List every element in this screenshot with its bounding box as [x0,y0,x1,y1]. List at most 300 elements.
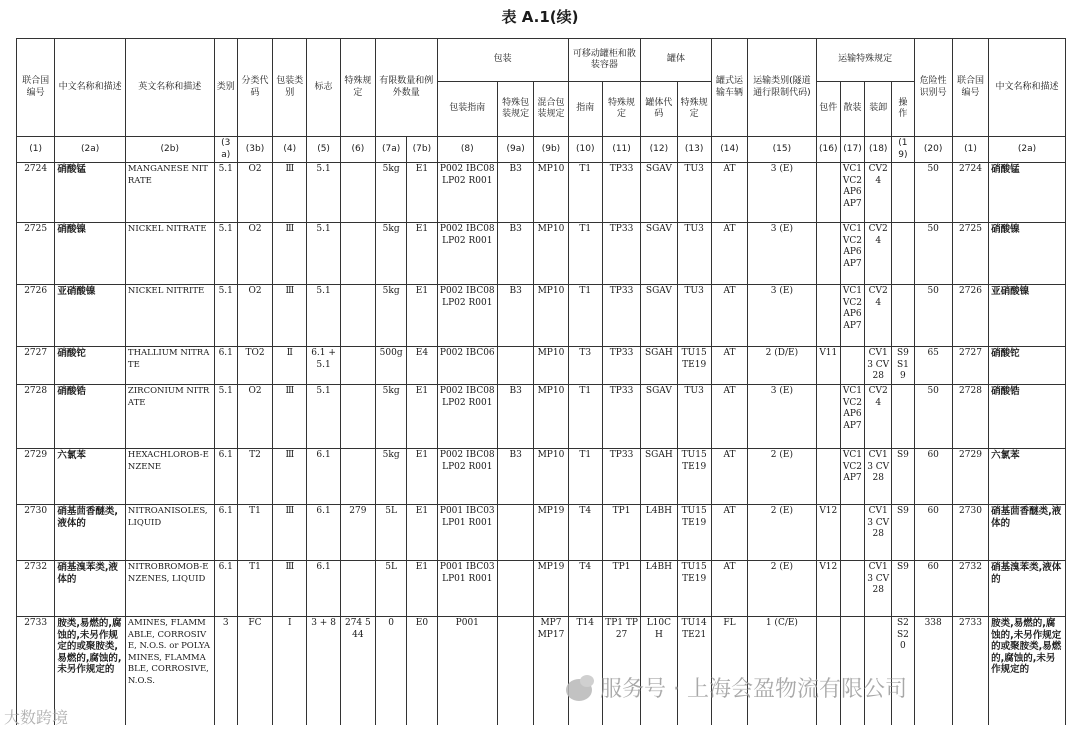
table-cell [340,449,375,505]
table-cell [816,223,840,285]
table-cell: Ⅲ [273,561,307,617]
table-cell: 5.1 [214,163,237,223]
table-cell: MP10 [534,223,568,285]
table-cell: 5kg [376,285,407,347]
table-cell [816,163,840,223]
table-cell: AT [711,505,747,561]
table-cell: MP10 [534,385,568,449]
column-number: (17) [840,137,864,163]
table-cell: S2 S20 [892,617,914,725]
table-cell: T4 [568,505,602,561]
table-cell: SGAH [641,449,677,505]
table-cell: P002 IBC08 LP02 R001 [437,449,498,505]
table-title: 表 A.1(续) [501,8,579,26]
table-cell: 2725 [17,223,55,285]
column-number: (13) [677,137,711,163]
table-cell: NITROANISOLES, LIQUID [125,505,214,561]
table-cell: 1 (C/E) [748,617,817,725]
table-cell: 5.1 [214,285,237,347]
table-cell: 6.1 [307,449,340,505]
column-number: (1) [17,137,55,163]
table-cell: T2 [237,449,272,505]
table-cell: T1 [568,163,602,223]
table-cell: TU15 TE19 [677,561,711,617]
table-cell: 硝酸镍 [55,223,126,285]
table-cell: 2724 [952,163,988,223]
table-cell: 6.1 [214,347,237,385]
table-cell: FL [711,617,747,725]
table-cell: 65 [914,347,952,385]
hdr-sp: 特殊规定 [340,39,375,137]
table-cell: 5L [376,561,407,617]
table-cell: 5.1 [214,385,237,449]
table-cell: 0 [376,617,407,725]
table-cell: CV24 [865,385,892,449]
table-row [17,385,1066,449]
column-number: (14) [711,137,747,163]
hdr-tspec: 特殊规定 [677,82,711,137]
table-cell: TP33 [602,285,640,347]
table-cell [892,163,914,223]
table-cell [840,505,864,561]
table-cell: 279 [340,505,375,561]
table-cell: T1 [568,449,602,505]
table-cell: CV24 [865,163,892,223]
table-cell: I [273,617,307,725]
table-cell: P001 IBC03 LP01 R001 [437,505,498,561]
column-number: (1) [952,137,988,163]
column-number: (20) [914,137,952,163]
hdr-hin: 危险性识别号 [914,39,952,137]
table-cell: Ⅲ [273,223,307,285]
table-row [17,223,1066,285]
table-cell [816,285,840,347]
table-cell: AT [711,347,747,385]
table-cell: O2 [237,385,272,449]
hdr-spp: 特殊包装规定 [498,82,534,137]
table-cell: P002 IBC06 [437,347,498,385]
table-cell: TU14 TE21 [677,617,711,725]
table-cell: VC1 VC2 AP6 AP7 [840,223,864,285]
hdr-tguide: 指南 [568,82,602,137]
table-cell: TP33 [602,385,640,449]
table-cell: 50 [914,285,952,347]
hdr-pack: 包装 [437,39,568,82]
table-cell: T4 [568,561,602,617]
table-cell: 3 + 8 [307,617,340,725]
table-cell: Ⅱ [273,347,307,385]
table-cell [865,617,892,725]
table-cell: 2 (E) [748,505,817,561]
table-cell: AT [711,223,747,285]
table-cell: HEXACHLOROB-ENZENE [125,449,214,505]
table-cell: TU15 TE19 [677,505,711,561]
table-cell: 5kg [376,385,407,449]
table-cell: AT [711,163,747,223]
table-cell: 5kg [376,163,407,223]
table-cell: CV13 CV28 [865,347,892,385]
hdr-mp: 混合包装规定 [534,82,568,137]
hdr-category: 运输类别(隧道通行限制代码) [748,39,817,137]
table-cell: 5kg [376,449,407,505]
hdr-vehicle: 罐式运输车辆 [711,39,747,137]
table-cell: 2733 [17,617,55,725]
table-cell: P002 IBC08 LP02 R001 [437,285,498,347]
table-cell: TP1 [602,561,640,617]
column-number: (7a) [376,137,407,163]
watermark [566,672,907,703]
table-cell: 2732 [17,561,55,617]
table-cell [340,163,375,223]
table-cell: 6.1 [214,505,237,561]
table-cell: AT [711,449,747,505]
table-cell: B3 [498,385,534,449]
table-cell: TU3 [677,385,711,449]
table-cell: T1 [568,223,602,285]
table-cell: VC1 VC2 AP6 AP7 [840,285,864,347]
table-cell: CV24 [865,285,892,347]
table-cell: 5.1 [307,285,340,347]
column-number: (19) [892,137,914,163]
table-cell: 2727 [952,347,988,385]
table-cell: NITROBROMOB-ENZENES, LIQUID [125,561,214,617]
table-cell: 亚硝酸镍 [989,285,1066,347]
table-cell: MP10 [534,163,568,223]
table-cell [840,347,864,385]
table-cell: 硝酸铊 [55,347,126,385]
table-cell: S9 S19 [892,347,914,385]
table-cell: 亚硝酸镍 [55,285,126,347]
column-number: (8) [437,137,498,163]
watermark-corner: 大数跨境 [4,708,69,727]
table-cell [892,223,914,285]
table-cell [892,385,914,449]
column-number: (7b) [407,137,437,163]
table-cell: E1 [407,285,437,347]
hdr-code: 分类代码 [237,39,272,137]
table-row [17,505,1066,561]
table-cell: 胺类,易燃的,腐蚀的,未另作规定的或聚胺类,易燃的,腐蚀的,未另作规定的 [55,617,126,725]
table-cell: 3 [214,617,237,725]
table-cell: 50 [914,385,952,449]
table-cell: 硝基溴苯类,液体的 [989,561,1066,617]
table-cell: P002 IBC08 LP02 R001 [437,385,498,449]
table-cell: 2 (E) [748,561,817,617]
table-cell: T1 [237,505,272,561]
table-cell: 3 (E) [748,385,817,449]
table-cell: SGAH [641,347,677,385]
table-cell: MP10 [534,285,568,347]
table-cell: ZIRCONIUM NITRATE [125,385,214,449]
table-cell: 2724 [17,163,55,223]
table-cell: TU15 TE19 [677,449,711,505]
table-cell: CV13 CV28 [865,449,892,505]
column-number: (9b) [534,137,568,163]
hdr-zh: 中文名称和描述 [55,39,126,137]
table-cell: SGAV [641,163,677,223]
table-cell: V12 [816,561,840,617]
column-number: (6) [340,137,375,163]
table-cell: 2 (D/E) [748,347,817,385]
table-cell: MP19 [534,561,568,617]
table-cell: TP33 [602,449,640,505]
table-cell: 2729 [17,449,55,505]
table-cell: 硝酸锆 [989,385,1066,449]
hdr-un: 联合国编号 [17,39,55,137]
table-cell: E1 [407,163,437,223]
table-cell: 3 (E) [748,285,817,347]
table-cell [340,223,375,285]
table-cell: T1 [237,561,272,617]
table-cell: 硝酸铊 [989,347,1066,385]
table-cell: TP33 [602,163,640,223]
table-cell: Ⅲ [273,505,307,561]
table-cell: B3 [498,285,534,347]
hdr-pg: 包装类别 [273,39,307,137]
table-cell [340,561,375,617]
column-number: (12) [641,137,677,163]
table-cell: E1 [407,385,437,449]
hdr-zh2: 中文名称和描述 [989,39,1066,137]
table-cell: 5kg [376,223,407,285]
column-number: (11) [602,137,640,163]
table-cell: 3 (E) [748,163,817,223]
table-cell: E1 [407,223,437,285]
table-cell: P002 IBC08 LP02 R001 [437,163,498,223]
table-cell: FC [237,617,272,725]
table-cell: TU15 TE19 [677,347,711,385]
table-cell: B3 [498,449,534,505]
table-cell: 5L [376,505,407,561]
table-cell: E4 [407,347,437,385]
table-cell: 60 [914,505,952,561]
table-cell: 5.1 [307,385,340,449]
column-number: (5) [307,137,340,163]
table-cell [340,285,375,347]
table-cell: 6.1 [214,449,237,505]
table-cell [840,617,864,725]
table-row [17,163,1066,223]
table-cell: 2730 [952,505,988,561]
table-cell: AMINES, FLAMMABLE, CORROSIVE, N.O.S. or POLYAMINES, FLAMMABLE, CORROSIVE, N.O.S. [125,617,214,725]
table-cell [816,617,840,725]
table-cell: T3 [568,347,602,385]
table-cell: B3 [498,163,534,223]
table-cell: 2730 [17,505,55,561]
hdr-en: 英文名称和描述 [125,39,214,137]
hdr-class: 类别 [214,39,237,137]
table-cell: 硝基茴香醚类,液体的 [55,505,126,561]
column-number: (18) [865,137,892,163]
table-cell: Ⅲ [273,163,307,223]
dangerous-goods-table [16,38,1066,725]
table-cell: MP19 [534,505,568,561]
table-cell: P002 IBC08 LP02 R001 [437,223,498,285]
table-cell: O2 [237,285,272,347]
table-cell: 50 [914,163,952,223]
table-cell: V11 [816,347,840,385]
hdr-pkg: 包件 [816,82,840,137]
column-number: (10) [568,137,602,163]
table-cell: L4BH [641,561,677,617]
table-cell: 5.1 [214,223,237,285]
table-cell: TP33 [602,347,640,385]
table-cell [498,617,534,725]
table-cell: Ⅲ [273,285,307,347]
table-cell: 6.1 + 5.1 [307,347,340,385]
table-cell: E1 [407,561,437,617]
table-cell: 硝酸锰 [55,163,126,223]
table-cell: MP7 MP17 [534,617,568,725]
table-cell: 6.1 [307,505,340,561]
table-cell: 338 [914,617,952,725]
table-cell: S9 [892,561,914,617]
table-cell: TP1 TP27 [602,617,640,725]
column-number: (4) [273,137,307,163]
table-cell: CV24 [865,223,892,285]
table-cell: 2 (E) [748,449,817,505]
table-cell [498,505,534,561]
table-cell: 5.1 [307,223,340,285]
table-cell: VC1 VC2 AP6 AP7 [840,163,864,223]
table-cell: NICKEL NITRITE [125,285,214,347]
table-cell: CV13 CV28 [865,505,892,561]
table-cell: 2732 [952,561,988,617]
column-number: (3b) [237,137,272,163]
table-cell: TP1 [602,505,640,561]
table-cell: THALLIUM NITRATE [125,347,214,385]
table-cell: E1 [407,505,437,561]
column-number: (16) [816,137,840,163]
table-cell: 2728 [952,385,988,449]
table-row [17,285,1066,347]
table-cell: L4BH [641,505,677,561]
hdr-un2: 联合国编号 [952,39,988,137]
column-number-row [17,137,1066,163]
hdr-lq: 有限数量和例外数量 [376,39,438,137]
table-cell: B3 [498,223,534,285]
table-cell: 2729 [952,449,988,505]
table-row [17,449,1066,505]
watermark-text: 服务号 · 上海会盈物流有限公司 [600,677,907,702]
table-cell: 硝酸镍 [989,223,1066,285]
table-cell [340,347,375,385]
table-cell: 2727 [17,347,55,385]
table-cell: NICKEL NITRATE [125,223,214,285]
table-cell: TO2 [237,347,272,385]
table-cell: 硝基溴苯类,液体的 [55,561,126,617]
table-cell: 60 [914,561,952,617]
hdr-load: 装卸 [865,82,892,137]
hdr-tsp: 特殊规定 [602,82,640,137]
table-cell [816,449,840,505]
table-cell [892,285,914,347]
hdr-transport-sp: 运输特殊规定 [816,39,914,82]
table-cell: MANGANESE NITRATE [125,163,214,223]
hdr-tank: 可移动罐柜和散装容器 [568,39,641,82]
table-cell [498,561,534,617]
table-cell: 六氯苯 [989,449,1066,505]
table-cell: 胺类,易燃的,腐蚀的,未另作规定的或聚胺类,易燃的,腐蚀的,未另作规定的 [989,617,1066,725]
table-row [17,561,1066,617]
wechat-icon [566,679,592,701]
table-cell [498,347,534,385]
table-cell: T1 [568,285,602,347]
table-cell: 硝基茴香醚类,液体的 [989,505,1066,561]
table-cell: AT [711,385,747,449]
table-cell [340,385,375,449]
table-cell: 6.1 [307,561,340,617]
hdr-label: 标志 [307,39,340,137]
table-cell: TU3 [677,223,711,285]
table-cell: P001 IBC03 LP01 R001 [437,561,498,617]
table-cell [816,385,840,449]
column-number: (15) [748,137,817,163]
table-cell: O2 [237,163,272,223]
table-cell: 2733 [952,617,988,725]
table-cell: 2725 [952,223,988,285]
table-cell: Ⅲ [273,449,307,505]
table-cell: 3 (E) [748,223,817,285]
table-cell: V12 [816,505,840,561]
table-cell: L10CH [641,617,677,725]
column-number: (9a) [498,137,534,163]
table-cell: 2726 [17,285,55,347]
table-cell: MP10 [534,347,568,385]
table-cell: T14 [568,617,602,725]
table-row [17,347,1066,385]
table-cell: TU3 [677,163,711,223]
table-cell: 60 [914,449,952,505]
table-cell: MP10 [534,449,568,505]
table-cell: AT [711,285,747,347]
column-number: (2a) [55,137,126,163]
hdr-pi: 包装指南 [437,82,498,137]
table-cell: 6.1 [214,561,237,617]
column-number: (2a) [989,137,1066,163]
table-row [17,617,1066,725]
table-cell: 50 [914,223,952,285]
table-cell: P001 [437,617,498,725]
table-cell [840,561,864,617]
table-cell: VC1 VC2 AP7 [840,449,864,505]
table-cell: 硝酸锰 [989,163,1066,223]
table-cell: SGAV [641,385,677,449]
column-number: (3a) [214,137,237,163]
table-cell: 硝酸锆 [55,385,126,449]
table-cell: AT [711,561,747,617]
hdr-bulk: 散装 [840,82,864,137]
hdr-tcode: 罐体代码 [641,82,677,137]
table-cell: Ⅲ [273,385,307,449]
table-cell: 274 544 [340,617,375,725]
table-cell: CV13 CV28 [865,561,892,617]
table-cell: O2 [237,223,272,285]
table-cell: S9 [892,505,914,561]
hdr-op: 操作 [892,82,914,137]
table-cell: SGAV [641,285,677,347]
hdr-tankbody: 罐体 [641,39,712,82]
table-cell: TU3 [677,285,711,347]
table-cell: S9 [892,449,914,505]
table-cell: TP33 [602,223,640,285]
table-cell: VC1 VC2 AP6 AP7 [840,385,864,449]
table-cell: T1 [568,385,602,449]
table-cell: E1 [407,449,437,505]
table-cell: 5.1 [307,163,340,223]
table-cell: 2726 [952,285,988,347]
table-cell: 六氯苯 [55,449,126,505]
